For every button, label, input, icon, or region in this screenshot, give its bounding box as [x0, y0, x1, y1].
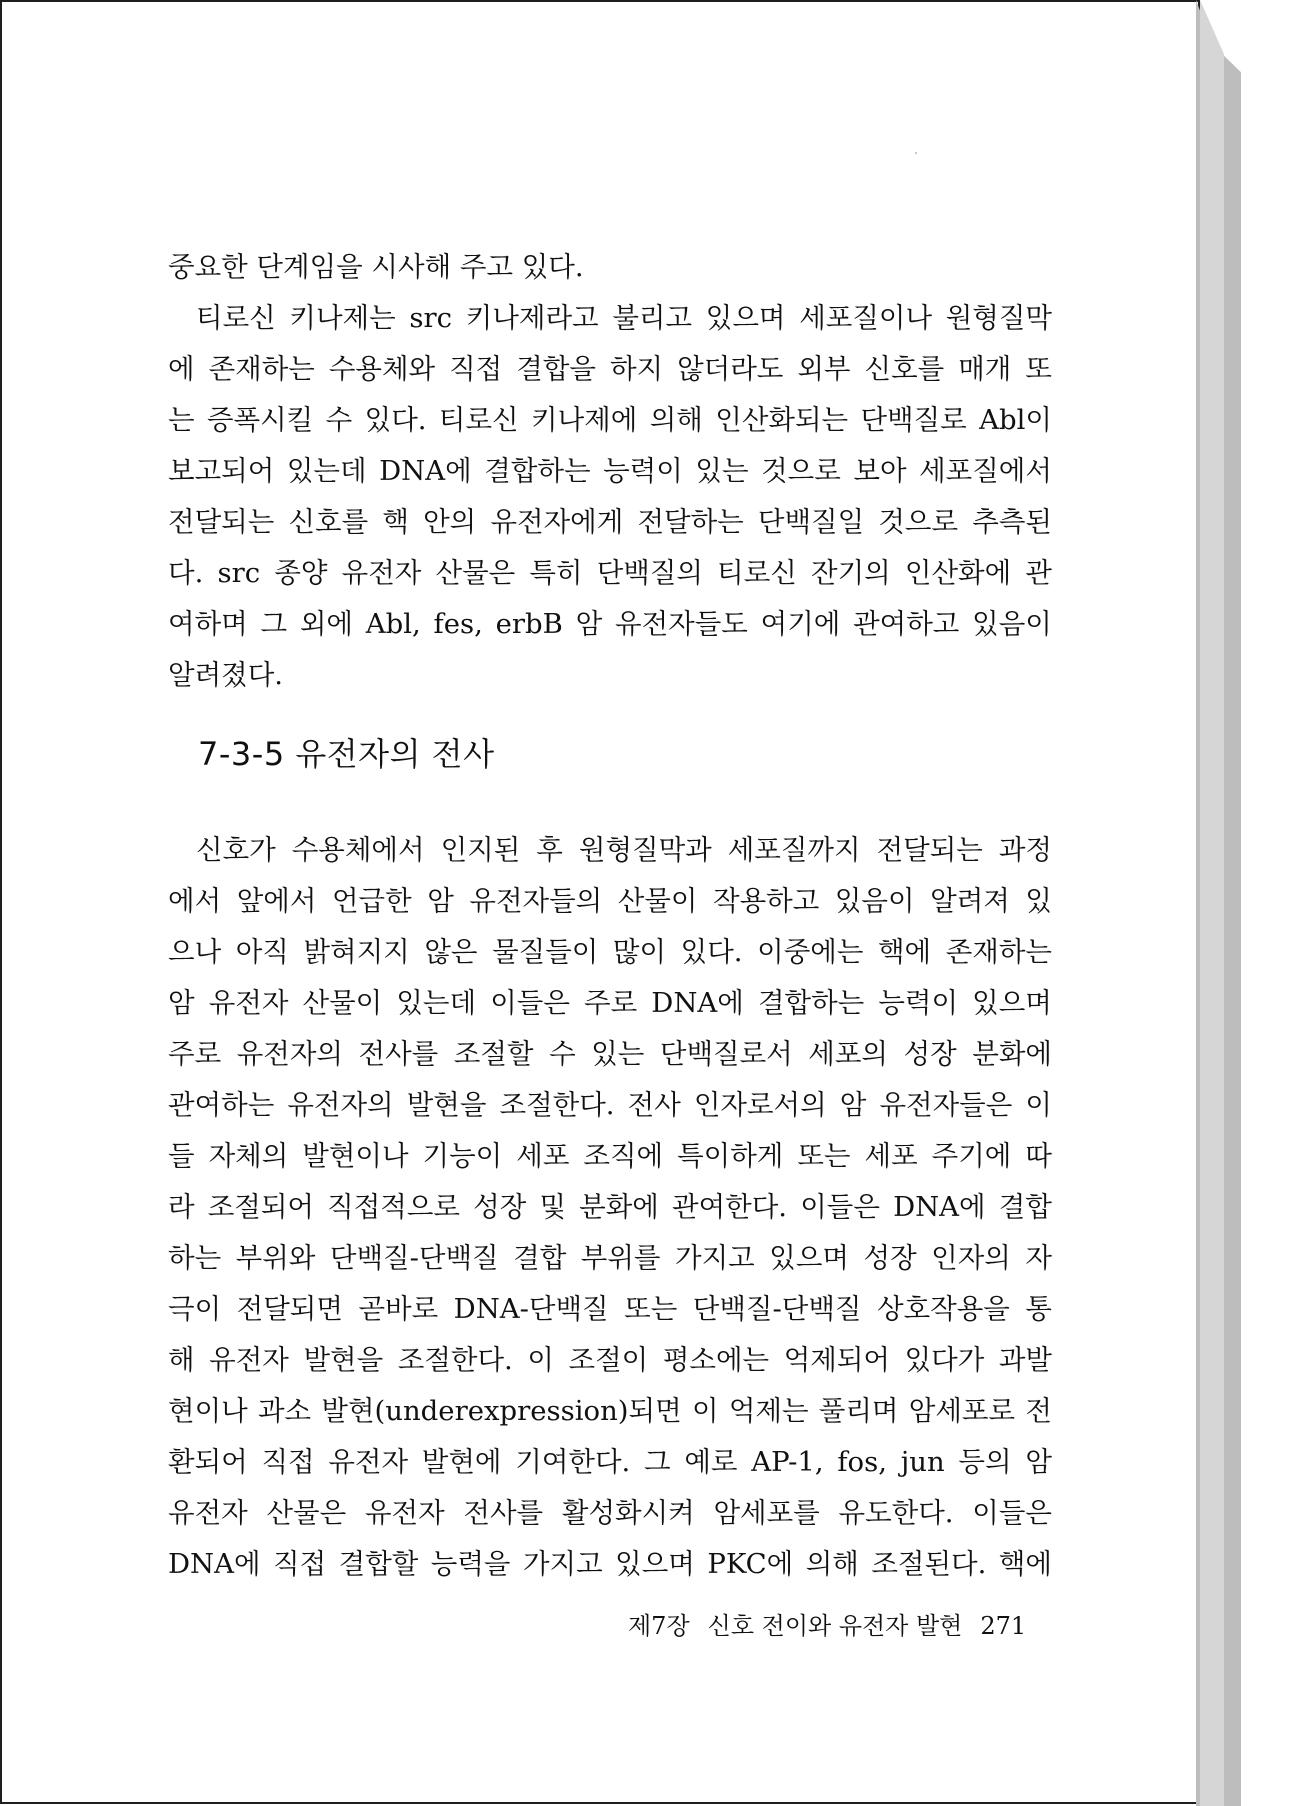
- text-line: 으나 아직 밝혀지지 않은 물질들이 많이 있다. 이중에는 핵에 존재하는: [168, 936, 1052, 968]
- text-line: DNA에 직접 결합할 능력을 가지고 있으며 PKC에 의해 조절된다. 핵에: [168, 1548, 1052, 1580]
- page-stack-edge-highlight: [1200, 0, 1224, 1806]
- text-line: 알려졌다.: [168, 659, 284, 691]
- footer-chapter: 제7장: [628, 1612, 690, 1640]
- text-line: 현이나 과소 발현(underexpression)되면 이 억제는 풀리며 암세포로 전: [168, 1395, 1052, 1427]
- speck: [915, 152, 917, 154]
- text-line: 전달되는 신호를 핵 안의 유전자에게 전달하는 단백질일 것으로 추측된: [168, 506, 1052, 538]
- paragraph-transcription: [168, 825, 1052, 1590]
- text-line: 중요한 단계임을 시사해 주고 있다.: [168, 251, 584, 283]
- text-line: 극이 전달되면 곧바로 DNA-단백질 또는 단백질-단백질 상호작용을 통: [168, 1293, 1052, 1325]
- section-heading: 7-3-5 유전자의 전사: [198, 735, 495, 773]
- text-line: 에서 앞에서 언급한 암 유전자들의 산물이 작용하고 있음이 알려져 있: [168, 885, 1052, 917]
- paragraph-tyrosine-kinase: [168, 293, 1052, 701]
- footer-chapter-title: 신호 전이와 유전자 발현: [707, 1612, 963, 1640]
- text-line: 유전자 산물은 유전자 전사를 활성화시켜 암세포를 유도한다. 이들은: [168, 1497, 1052, 1529]
- text-line: 관여하는 유전자의 발현을 조절한다. 전사 인자로서의 암 유전자들은 이: [168, 1089, 1052, 1121]
- paragraph-continued: [168, 242, 1052, 293]
- text-line: 보고되어 있는데 DNA에 결합하는 능력이 있는 것으로 보아 세포질에서: [168, 455, 1052, 487]
- text-line: 는 증폭시킬 수 있다. 티로신 키나제에 의해 인산화되는 단백질로 Abl이: [168, 404, 1052, 436]
- text-line: 에 존재하는 수용체와 직접 결합을 하지 않더라도 외부 신호를 매개 또: [168, 353, 1052, 385]
- page-footer: [628, 1606, 1026, 1641]
- text-line: 다. src 종양 유전자 산물은 특히 단백질의 티로신 잔기의 인산화에 관: [168, 557, 1052, 589]
- text-line: 티로신 키나제는 src 키나제라고 불리고 있으며 세포질이나 원형질막: [196, 302, 1052, 334]
- text-line: 신호가 수용체에서 인지된 후 원형질막과 세포질까지 전달되는 과정: [196, 834, 1052, 866]
- text-line: 라 조절되어 직접적으로 성장 및 분화에 관여한다. 이들은 DNA에 결합: [168, 1191, 1052, 1223]
- text-line: 하는 부위와 단백질-단백질 결합 부위를 가지고 있으며 성장 인자의 자: [168, 1242, 1052, 1274]
- text-line: 여하며 그 외에 Abl, fes, erbB 암 유전자들도 여기에 관여하고 있음이: [168, 608, 1052, 640]
- page-number: 271: [980, 1612, 1027, 1640]
- text-line: 환되어 직접 유전자 발현에 기여한다. 그 예로 AP-1, fos, jun 등의 암: [168, 1446, 1052, 1478]
- text-line: 주로 유전자의 전사를 조절할 수 있는 단백질로서 세포의 성장 분화에: [168, 1038, 1052, 1070]
- text-line: 해 유전자 발현을 조절한다. 이 조절이 평소에는 억제되어 있다가 과발: [168, 1344, 1052, 1376]
- text-line: 들 자체의 발현이나 기능이 세포 조직에 특이하게 또는 세포 주기에 따: [168, 1140, 1052, 1172]
- text-line: 암 유전자 산물이 있는데 이들은 주로 DNA에 결합하는 능력이 있으며: [168, 987, 1052, 1019]
